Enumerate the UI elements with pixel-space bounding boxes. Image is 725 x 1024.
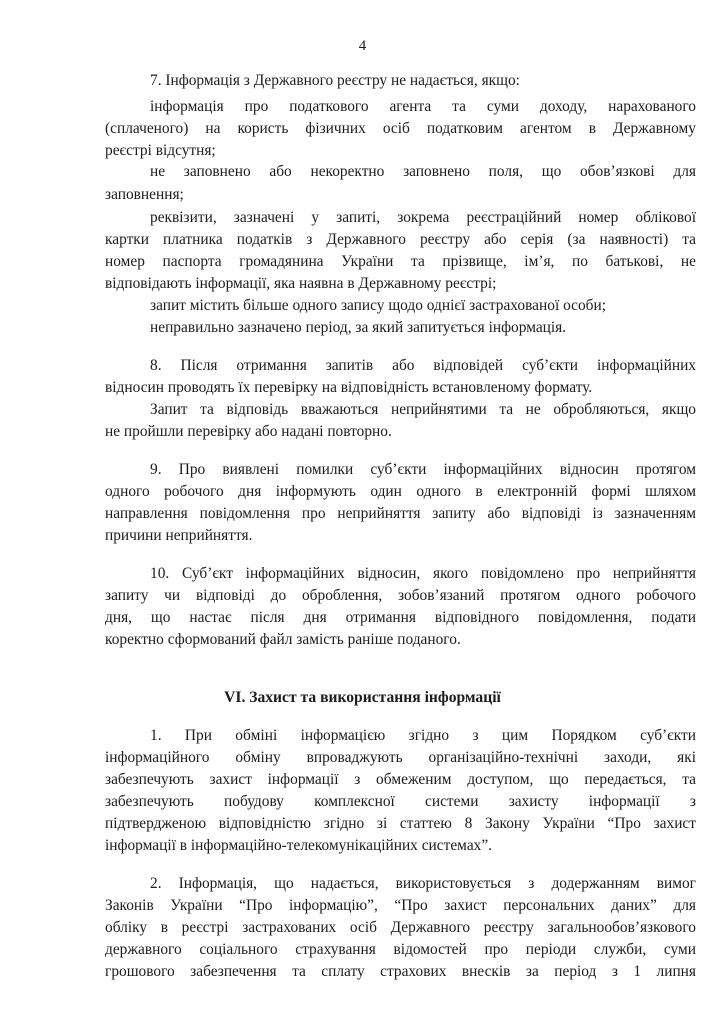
section7-line: запит містить більше одного запису щодо однієї застрахованої особи; (150, 297, 607, 314)
chapter6-p2-line: обліку в реєстрі застрахованих осіб Державного реєстру загальнообов’язкового (105, 919, 696, 936)
chapter6-p2-line: 2. Інформація, що надається, використовується з додержанням вимог (150, 875, 696, 892)
section7-line: (сплаченого) на користь фізичних осіб податковим агентом в Державному (105, 120, 696, 137)
section10-line: запиту чи відповіді до оброблення, зобов’язаний протягом одного робочого (105, 587, 696, 604)
section8-line: відносин проводять їх перевірку на відповідність встановленому формату. (105, 379, 593, 396)
section9-line: 9. Про виявлені помилки суб’єкти інформаційних відносин протягом (150, 461, 696, 478)
section7-title: 7. Інформація з Державного реєстру не надається, якщо: (150, 72, 520, 89)
chapter6-p2-line: Законів України “Про інформацію”, “Про захист персональних даних” для (105, 897, 696, 914)
section7-line: реєстрі відсутня; (105, 142, 216, 159)
chapter6-p1-line: інформаційного обміну впроваджують організаційно-технічні заходи, які (105, 749, 696, 766)
section7-line: заповнення; (105, 186, 184, 203)
section7-line: не заповнено або некоректно заповнено поля, що обов’язкові для (150, 163, 696, 180)
section8-line: 8. Після отримання запитів або відповідей суб’єкти інформаційних (150, 357, 696, 374)
chapter-heading: VI. Захист та використання інформації (224, 689, 501, 706)
section9-line: одного робочого дня інформують один одного в електронній формі шляхом (105, 483, 696, 500)
chapter6-p2-line: державного соціального страхування відомостей про періоди служби, суми (105, 941, 696, 958)
chapter6-p2-line: грошового забезпечення та сплату страхових внесків за період з 1 липня (105, 963, 696, 980)
section7-line: інформація про податкового агента та суми доходу, нарахованого (150, 98, 696, 115)
chapter6-p1-line: 1. При обміні інформацією згідно з цим Порядком суб’єкти (150, 727, 696, 744)
page-number: 4 (358, 38, 367, 54)
section10-line: 10. Суб’єкт інформаційних відносин, якого повідомлено про неприйняття (150, 565, 696, 582)
chapter6-p1-line: забезпечують побудову комплексної системи захисту інформації з (105, 793, 696, 810)
section7-line: реквізити, зазначені у запиті, зокрема реєстраційний номер облікової (150, 209, 696, 226)
section7-line: неправильно зазначено період, за який запитується інформація. (150, 319, 567, 336)
section7-line: номер паспорта громадянина України та прізвище, ім’я, по батькові, не (105, 253, 696, 270)
section7-line: відповідають інформації, яка наявна в Державному реєстрі; (105, 275, 497, 292)
section9-line: направлення повідомлення про неприйняття запиту або відповіді із зазначенням (105, 505, 696, 522)
chapter6-p1-line: забезпечують захист інформації з обмеженим доступом, що передається, та (105, 771, 696, 788)
chapter6-p1-line: підтвердженою відповідністю згідно зі статтею 8 Закону України “Про захист (105, 815, 696, 832)
chapter6-p1-line: інформації в інформаційно-телекомунікаційних системах”. (105, 837, 493, 854)
section9-line: причини неприйняття. (105, 527, 253, 544)
section10-line: дня, що настає після дня отримання відповідного повідомлення, подати (105, 609, 696, 626)
section7-line: картки платника податків з Державного реєстру або серія (за наявності) та (105, 231, 696, 248)
section8-line: Запит та відповідь вважаються неприйнятими та не обробляються, якщо (150, 401, 696, 418)
section10-line: коректно сформований файл замість раніше поданого. (105, 631, 461, 648)
section8-line: не пройшли перевірку або надані повторно. (105, 423, 392, 440)
